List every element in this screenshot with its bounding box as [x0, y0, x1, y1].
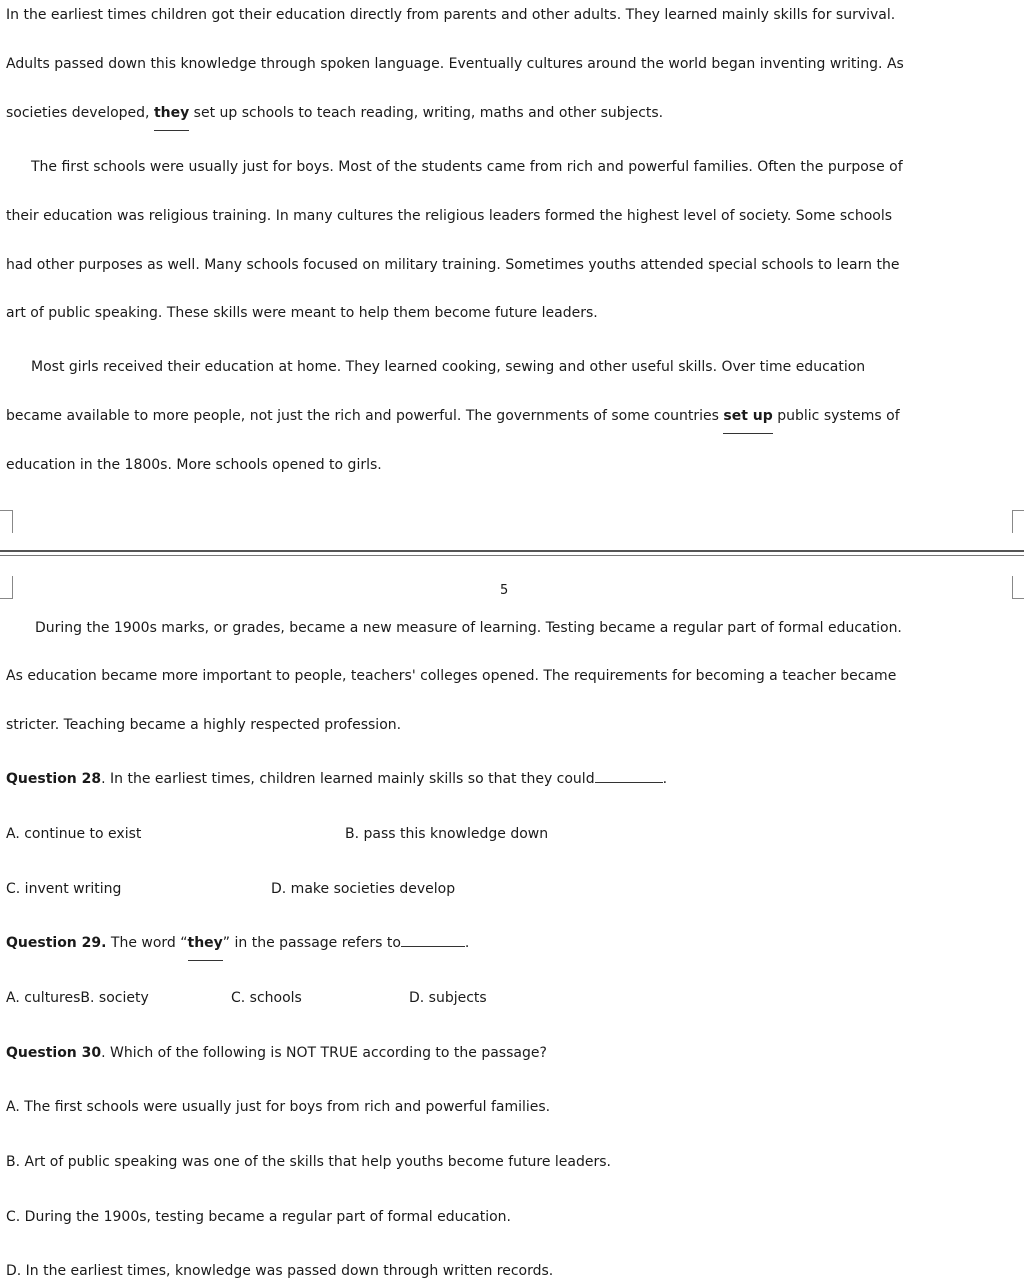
- page-break-divider: [0, 550, 1024, 552]
- passage-line: [6, 407, 900, 425]
- passage-line: education in the 1800s. More schools opened to girls.: [6, 457, 382, 473]
- page-corner-mark: [1012, 510, 1024, 533]
- option-a: A. The first schools were usually just for boys from rich and powerful families.: [6, 1099, 551, 1115]
- passage-line: stricter. Teaching became a highly respected profession.: [6, 717, 402, 733]
- passage-text: societies developed,: [6, 105, 154, 121]
- underlined-word-set-up: set up: [723, 408, 773, 424]
- page-number: 5: [500, 583, 509, 598]
- question-label: Question 29.: [6, 935, 107, 951]
- passage-text: set up schools to teach reading, writing, maths and other subjects.: [189, 105, 664, 121]
- page-corner-mark: [0, 510, 13, 533]
- question-label: Question 30: [6, 1045, 102, 1061]
- answer-blank: [401, 934, 465, 947]
- option-d: D. make societies develop: [271, 881, 456, 897]
- underlined-word-they: they: [153, 105, 190, 121]
- page-corner-mark: [1012, 576, 1024, 599]
- option-d: D. subjects: [409, 990, 487, 1006]
- option-a: A. continue to exist: [6, 826, 142, 842]
- question-text: .: [464, 935, 470, 951]
- question-label: Question 28: [6, 771, 102, 787]
- passage-line: [6, 104, 663, 122]
- question-30: [6, 1044, 547, 1062]
- question-text: . In the earliest times, children learned mainly skills so that they could: [101, 771, 595, 787]
- passage-line: Adults passed down this knowledge through spoken language. Eventually cultures around the world began inventing writing. As: [6, 56, 904, 72]
- passage-line: Most girls received their education at home. They learned cooking, sewing and other useful skills. Over time education: [31, 359, 866, 375]
- passage-line: The first schools were usually just for boys. Most of the students came from rich and powerful families. Often the purpose of: [31, 159, 903, 175]
- question-text: The word “: [106, 935, 188, 951]
- question-text: . Which of the following is NOT TRUE according to the passage?: [101, 1045, 547, 1061]
- passage-text: public systems of: [772, 408, 900, 424]
- passage-text: became available to more people, not just the rich and powerful. The governments of some countries: [6, 408, 724, 424]
- passage-line: their education was religious training. In many cultures the religious leaders formed the highest level of society. Some schools: [6, 208, 893, 224]
- option-c: C. schools: [231, 990, 302, 1006]
- passage-line: In the earliest times children got their education directly from parents and other adults. They learned mainly skills for survival.: [6, 7, 896, 23]
- passage-line: art of public speaking. These skills were meant to help them become future leaders.: [6, 305, 598, 321]
- option-c: C. During the 1900s, testing became a regular part of formal education.: [6, 1209, 512, 1225]
- option-d: D. In the earliest times, knowledge was passed down through written records.: [6, 1263, 554, 1279]
- passage-line: During the 1900s marks, or grades, became a new measure of learning. Testing became a regular part of formal education.: [35, 620, 902, 636]
- question-28: [6, 770, 667, 788]
- page-corner-mark: [0, 576, 13, 599]
- option-a-b: A. culturesB. society: [6, 990, 149, 1006]
- question-29: [6, 934, 469, 952]
- option-c: C. invent writing: [6, 881, 122, 897]
- option-b: B. Art of public speaking was one of the skills that help youths become future leaders.: [6, 1154, 611, 1170]
- page-break-divider: [0, 555, 1024, 556]
- question-text: .: [662, 771, 668, 787]
- answer-blank: [595, 770, 663, 783]
- option-b: B. pass this knowledge down: [345, 826, 549, 842]
- passage-line: had other purposes as well. Many schools focused on military training. Sometimes youths attended special schools to learn the: [6, 257, 900, 273]
- passage-line: As education became more important to people, teachers' colleges opened. The requirements for becoming a teacher became: [6, 668, 897, 684]
- underlined-word-they: they: [187, 935, 223, 951]
- question-text: ” in the passage refers to: [222, 935, 401, 951]
